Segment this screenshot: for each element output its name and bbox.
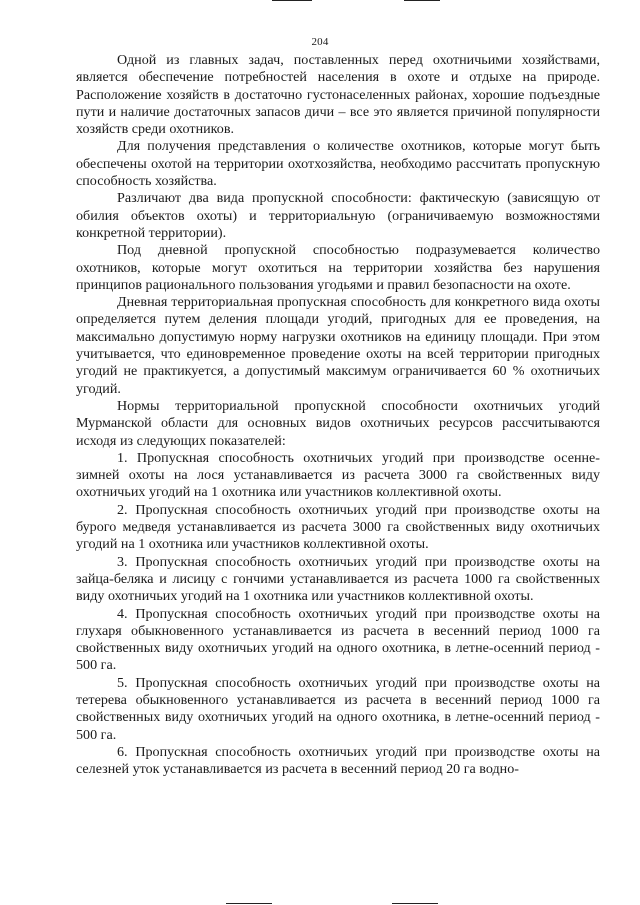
list-item: 1. Пропускная способность охотничьих угодий при производстве осенне-зимней охоты на лося устанавливается из расчета 3000 га свойственных виду охотничьих угодий на 1 охотника или участников коллективной охоты. [76, 449, 600, 501]
scan-mark-bottom-right [392, 903, 438, 904]
paragraph: Под дневной пропускной способностью подразумевается количество охотников, которые могут охотиться на территории хозяйства без нарушения принципов рационального пользования угодьями и правил безопасности на охоте. [76, 242, 600, 293]
paragraph: Нормы территориальной пропускной способности охотничьих угодий Мурманской области для основных видов охотничьих ресурсов рассчитываются исходя из следующих показателей: [76, 397, 600, 449]
paragraph: Различают два вида пропускной способности: фактическую (зависящую от обилия объектов охоты) и территориальную (ограничиваемую возможностями конкретной территории). [76, 190, 600, 241]
scan-mark-top-left [272, 0, 312, 1]
list-item: 6. Пропускная способность охотничьих угодий при производстве охоты на селезней уток устанавливается из расчета в весенний период 20 га водно- [76, 743, 600, 778]
list-item: 2. Пропускная способность охотничьих угодий при производстве охоты на бурого медведя устанавливается из расчета 3000 га свойственных виду охотничьих угодий на 1 охотника или участников коллективной охоты. [76, 501, 600, 553]
scan-mark-top-right [404, 0, 440, 1]
list-item: 3. Пропускная способность охотничьих угодий при производстве охоты на зайца-беляка и лисицу с гончими устанавливается из расчета 1000 га свойственных виду охотничьих угодий на 1 охотника или участников коллективной охоты. [76, 553, 600, 605]
scan-mark-bottom-left [226, 903, 272, 904]
body-text [76, 52, 600, 778]
list-item: 5. Пропускная способность охотничьих угодий при производстве охоты на тетерева обыкновенного устанавливается из расчета в весенний период 1000 га свойственных виду охотничьих угодий на одного охотника, в летне-осенний период - 500 га. [76, 674, 600, 743]
page-number: 204 [311, 36, 329, 48]
paragraph: Одной из главных задач, поставленных перед охотничьими хозяйствами, является обеспечение потребностей населения в охоте и отдыхе на природе. Расположение хозяйств в достаточно густонаселенных районах, хорошие подъездные пути и наличие достаточных запасов дичи – все это является причиной популярности хозяйств среди охотников. [76, 52, 600, 138]
list-item: 4. Пропускная способность охотничьих угодий при производстве охоты на глухаря обыкновенного устанавливается из расчета в весенний период 1000 га свойственных виду охотничьих угодий на одного охотника, в летне-осенний период - 500 га. [76, 605, 600, 674]
paragraph: Дневная территориальная пропускная способность для конкретного вида охоты определяется путем деления площади угодий, пригодных для ее проведения, на максимально допустимую норму нагрузки охотников на единицу площади. При этом учитывается, что единовременное проведение охоты на всей территории пригодных угодий не практикуется, а допустимый максимум ограничивается 60 % охотничьих угодий. [76, 294, 600, 397]
paragraph: Для получения представления о количестве охотников, которые могут быть обеспечены охотой на территории охотхозяйства, необходимо рассчитать пропускную способность хозяйства. [76, 138, 600, 190]
